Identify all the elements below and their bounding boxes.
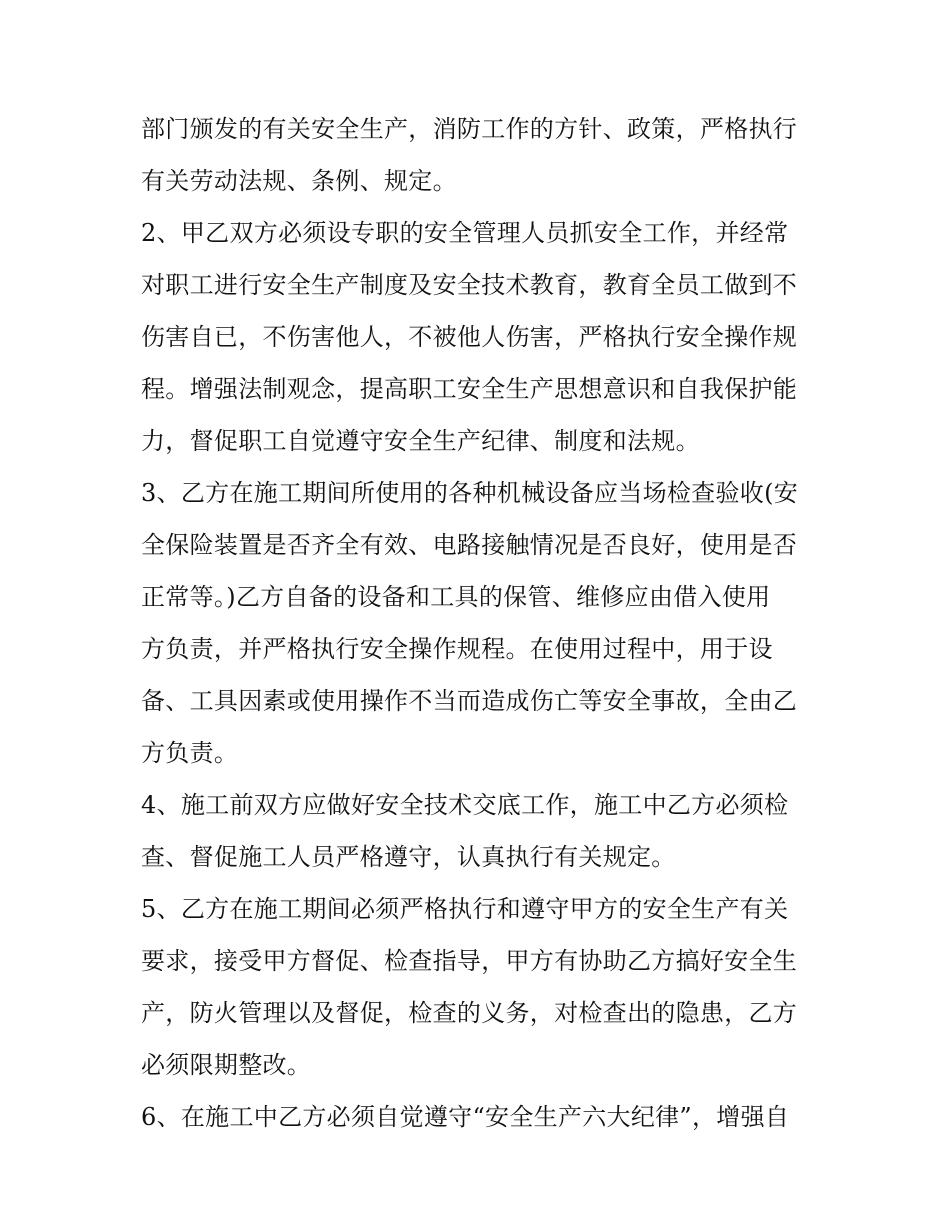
text-line: 必须限期整改。 xyxy=(141,1051,312,1079)
text-line: 备、工具因素或使用操作不当而造成伤亡等安全事故，全由乙 xyxy=(141,687,798,715)
text-line: 对职工进行安全生产制度及安全技术教育，教育全员工做到不 xyxy=(141,271,798,299)
text-line: 3、乙方在施工期间所使用的各种机械设备应当场检查验收(安 xyxy=(141,479,799,507)
text-line: 程。增强法制观念，提高职工安全生产思想意识和自我保护能 xyxy=(141,375,798,403)
text-line: 力，督促职工自觉遵守安全生产纪律、制度和法规。 xyxy=(141,427,700,455)
text-line: 全保险装置是否齐全有效、电路接触情况是否良好，使用是否 xyxy=(141,531,798,559)
text-line: 4、施工前双方应做好安全技术交底工作，施工中乙方必须检 xyxy=(141,791,789,819)
text-line: 方负责。 xyxy=(141,739,239,767)
text-line: 正常等。)乙方自备的设备和工具的保管、维修应由借入使用 xyxy=(141,583,771,611)
text-line: 5、乙方在施工期间必须严格执行和遵守甲方的安全生产有关 xyxy=(141,895,789,923)
text-line: 产，防火管理以及督促，检查的义务，对检查出的隐患，乙方 xyxy=(141,999,798,1027)
text-line: 查、督促施工人员严格遵守，认真执行有关规定。 xyxy=(141,843,676,871)
text-line: 部门颁发的有关安全生产，消防工作的方针、政策，严格执行 xyxy=(141,115,798,143)
text-line: 6、在施工中乙方必须自觉遵守“安全生产六大纪律”，增强自 xyxy=(141,1103,790,1131)
document-body xyxy=(141,103,821,1143)
text-line: 方负责，并严格执行安全操作规程。在使用过程中，用于设 xyxy=(141,635,773,663)
text-line: 伤害自已，不伤害他人，不被他人伤害，严格执行安全操作规 xyxy=(141,323,798,351)
text-line: 有关劳动法规、条例、规定。 xyxy=(141,167,457,195)
text-line: 2、甲乙双方必须设专职的安全管理人员抓安全工作，并经常 xyxy=(141,219,789,247)
text-line: 要求，接受甲方督促、检查指导，甲方有协助乙方搞好安全生 xyxy=(141,947,798,975)
